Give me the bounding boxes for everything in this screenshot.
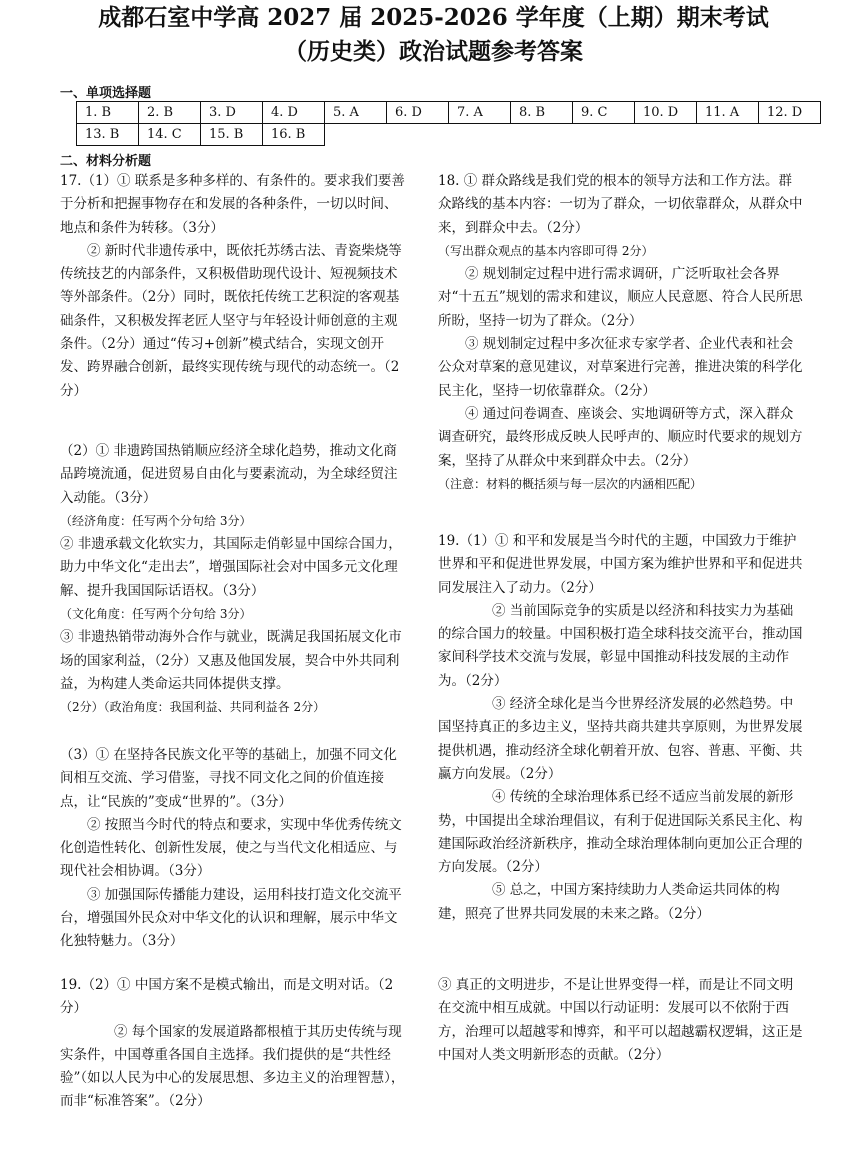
q18-answer [438, 170, 804, 496]
answer-paragraph: 17.（1）① 联系是多种多样的、有条件的。要求我们要善于分析和把握事物存在和发展的各种条件，一切以时间、地点和条件为转移。（3分） [60, 173, 405, 236]
answer-cell: 10. D [635, 102, 697, 124]
answer-sheet-page [0, 4, 867, 1150]
q19-part1 [438, 530, 804, 926]
scoring-note: （写出群众观点的基本内容即可得 2分） [438, 243, 654, 258]
answer-cell: 9. C [573, 102, 635, 124]
answer-cell: 4. D [263, 102, 325, 124]
scoring-note: （经济角度：任写两个分句给 3分） [60, 513, 252, 528]
answer-cell: 12. D [759, 102, 821, 124]
answer-paragraph: ② 当前国际竞争的实质是以经济和科技实力为基础的综合国力的较量。中国积极打造全球科技交流平台，推动国家间科学技术交流与发展，彰显中国推动科技发展的主动作为。（2分） [438, 602, 803, 689]
answer-cell: 2. B [139, 102, 201, 124]
answer-paragraph: 19.（1）① 和平和发展是当今时代的主题，中国致力于维护世界和平和促进世界发展，中国方案为维护世界和平和促进共同发展注入了动力。（2分） [438, 533, 803, 596]
q17-part1 [60, 170, 410, 403]
answer-paragraph: 18. ① 群众路线是我们党的根本的领导方法和工作方法。群众路线的基本内容：一切为了群众，一切依靠群众，从群众中来，到群众中去。（2分） [438, 173, 803, 236]
empty-cell [325, 124, 387, 146]
answer-grid [76, 101, 821, 146]
scoring-note: （2分）（政治角度：我国利益、共同利益各 2分） [60, 700, 326, 715]
section-heading-analysis: 二、材料分析题 [60, 154, 152, 169]
answer-paragraph: ② 按照当今时代的特点和要求，实现中华优秀传统文化创造性转化、创新性发展，使之与当代文化相适应、与现代社会相协调。（3分） [60, 816, 402, 880]
answer-paragraph: ② 非遗承载文化软实力，其国际走俏彰显中国综合国力，助力中华文化“走出去”，增强国际社会对中国多元文化理解、提升我国国际话语权。（3分） [60, 536, 402, 599]
answer-cell: 6. D [387, 102, 449, 124]
answer-row [77, 102, 821, 124]
answer-cell: 7. A [449, 102, 511, 124]
empty-cell [387, 124, 449, 146]
scoring-note: （注意：材料的概括须与每一层次的内涵相匹配） [438, 476, 703, 491]
answer-paragraph: ③ 经济全球化是当今世界经济发展的必然趋势。中国坚持真正的多边主义，坚持共商共建共享原则，为世界发展提供机遇，推动经济全球化朝着开放、包容、普惠、平衡、共赢方向发展。（2分） [438, 696, 803, 782]
empty-cell [697, 124, 759, 146]
answer-cell: 16. B [263, 124, 325, 146]
section-heading-choice: 一、单项选择题 [60, 86, 152, 101]
answer-cell: 1. B [77, 102, 139, 124]
answer-paragraph: ③ 加强国际传播能力建设，运用科技打造文化交流平台，增强国外民众对中华文化的认识和理解，展示中华文化独特魅力。（3分） [60, 886, 402, 950]
answer-paragraph: ③ 规划制定过程中多次征求专家学者、企业代表和社会公众对草案的意见建议，对草案进行完善，推进决策的科学化民主化，坚持一切依靠群众。（2分） [438, 336, 803, 399]
answer-paragraph: 19.（2）① 中国方案不是模式输出，而是文明对话。（2分） [60, 977, 394, 1017]
answer-cell: 5. A [325, 102, 387, 124]
empty-cell [759, 124, 821, 146]
answer-cell: 3. D [201, 102, 263, 124]
scoring-note: （文化角度：任写两个分句给 3分） [60, 607, 252, 622]
empty-cell [449, 124, 511, 146]
q17-part2 [60, 440, 410, 720]
page-title: 成都石室中学高 2027 届 2025-2026 学年度（上期）期末考试 [98, 4, 769, 31]
page-subtitle: （历史类）政治试题参考答案 [284, 37, 583, 65]
answer-cell: 15. B [201, 124, 263, 146]
empty-cell [635, 124, 697, 146]
answer-paragraph: ② 新时代非遗传承中，既依托苏绣古法、青瓷柴烧等传统技艺的内部条件，又积极借助现代设计、短视频技术等外部条件。（2分）同时，既依托传统工艺积淀的客观基础条件，又积极发挥老匠人坚守与年轻设计师创意的主观条件。（2分）通过“传习+创新”模式结合，实现文创开发、跨界融合创新，最终实现传统与现代的动态统一。（2分） [60, 242, 402, 399]
answer-cell: 14. C [139, 124, 201, 146]
answer-paragraph: ④ 传统的全球治理体系已经不适应当前发展的新形势，中国提出全球治理倡议，有利于促进国际关系民主化、构建国际政治经济新秩序，推动全球治理体制向更加公正合理的方向发展。（2分） [438, 789, 803, 876]
answer-cell: 8. B [511, 102, 573, 124]
answer-paragraph: ② 每个国家的发展道路都根植于其历史传统与现实条件，中国尊重各国自主选择。我们提供的是“共性经验”（如以人民为中心的发展思想、多边主义的治理智慧），而非“标准答案”。（2分） [60, 1023, 405, 1110]
empty-cell [573, 124, 635, 146]
answer-paragraph: ⑤ 总之，中国方案持续助力人类命运共同体的构建，照亮了世界共同发展的未来之路。（2分） [438, 882, 780, 922]
empty-cell [511, 124, 573, 146]
answer-paragraph: ④ 通过问卷调查、座谈会、实地调研等方式，深入群众调查研究，最终形成反映人民呼声的、顺应时代要求的规划方案，坚持了从群众中来到群众中去。（2分） [438, 405, 803, 469]
q17-part3 [60, 744, 410, 954]
answer-paragraph: （2）① 非遗跨国热销顺应经济全球化趋势，推动文化商品跨境流通，促进贸易自由化与要素流动，为全球经贸注入动能。（3分） [60, 443, 398, 506]
answer-cell: 13. B [77, 124, 139, 146]
q19-part2-right [438, 974, 804, 1067]
answer-paragraph: （3）① 在坚持各民族文化平等的基础上，加强不同文化间相互交流、学习借鉴，寻找不同文化之间的价值连接点，让“民族的”变成“世界的”。（3分） [60, 747, 397, 810]
q19-part2-left [60, 974, 410, 1114]
answer-paragraph: ③ 真正的文明进步，不是让世界变得一样，而是让不同文明在交流中相互成就。中国以行动证明：发展可以不依附于西方，治理可以超越零和博弈，和平可以超越霸权逻辑，这正是中国对人类文明新形态的贡献。（2分） [438, 977, 803, 1063]
answer-paragraph: ③ 非遗热销带动海外合作与就业，既满足我国拓展文化市场的国家利益，（2分）又惠及他国发展，契合中外共同利益，为构建人类命运共同体提供支撑。 [60, 629, 402, 692]
answer-row [77, 124, 821, 146]
answer-cell: 11. A [697, 102, 759, 124]
answer-paragraph: ② 规划制定过程中进行需求调研，广泛听取社会各界对“十五五”规划的需求和建议，顺应人民意愿、符合人民所思所盼，坚持一切为了群众。（2分） [438, 266, 803, 329]
